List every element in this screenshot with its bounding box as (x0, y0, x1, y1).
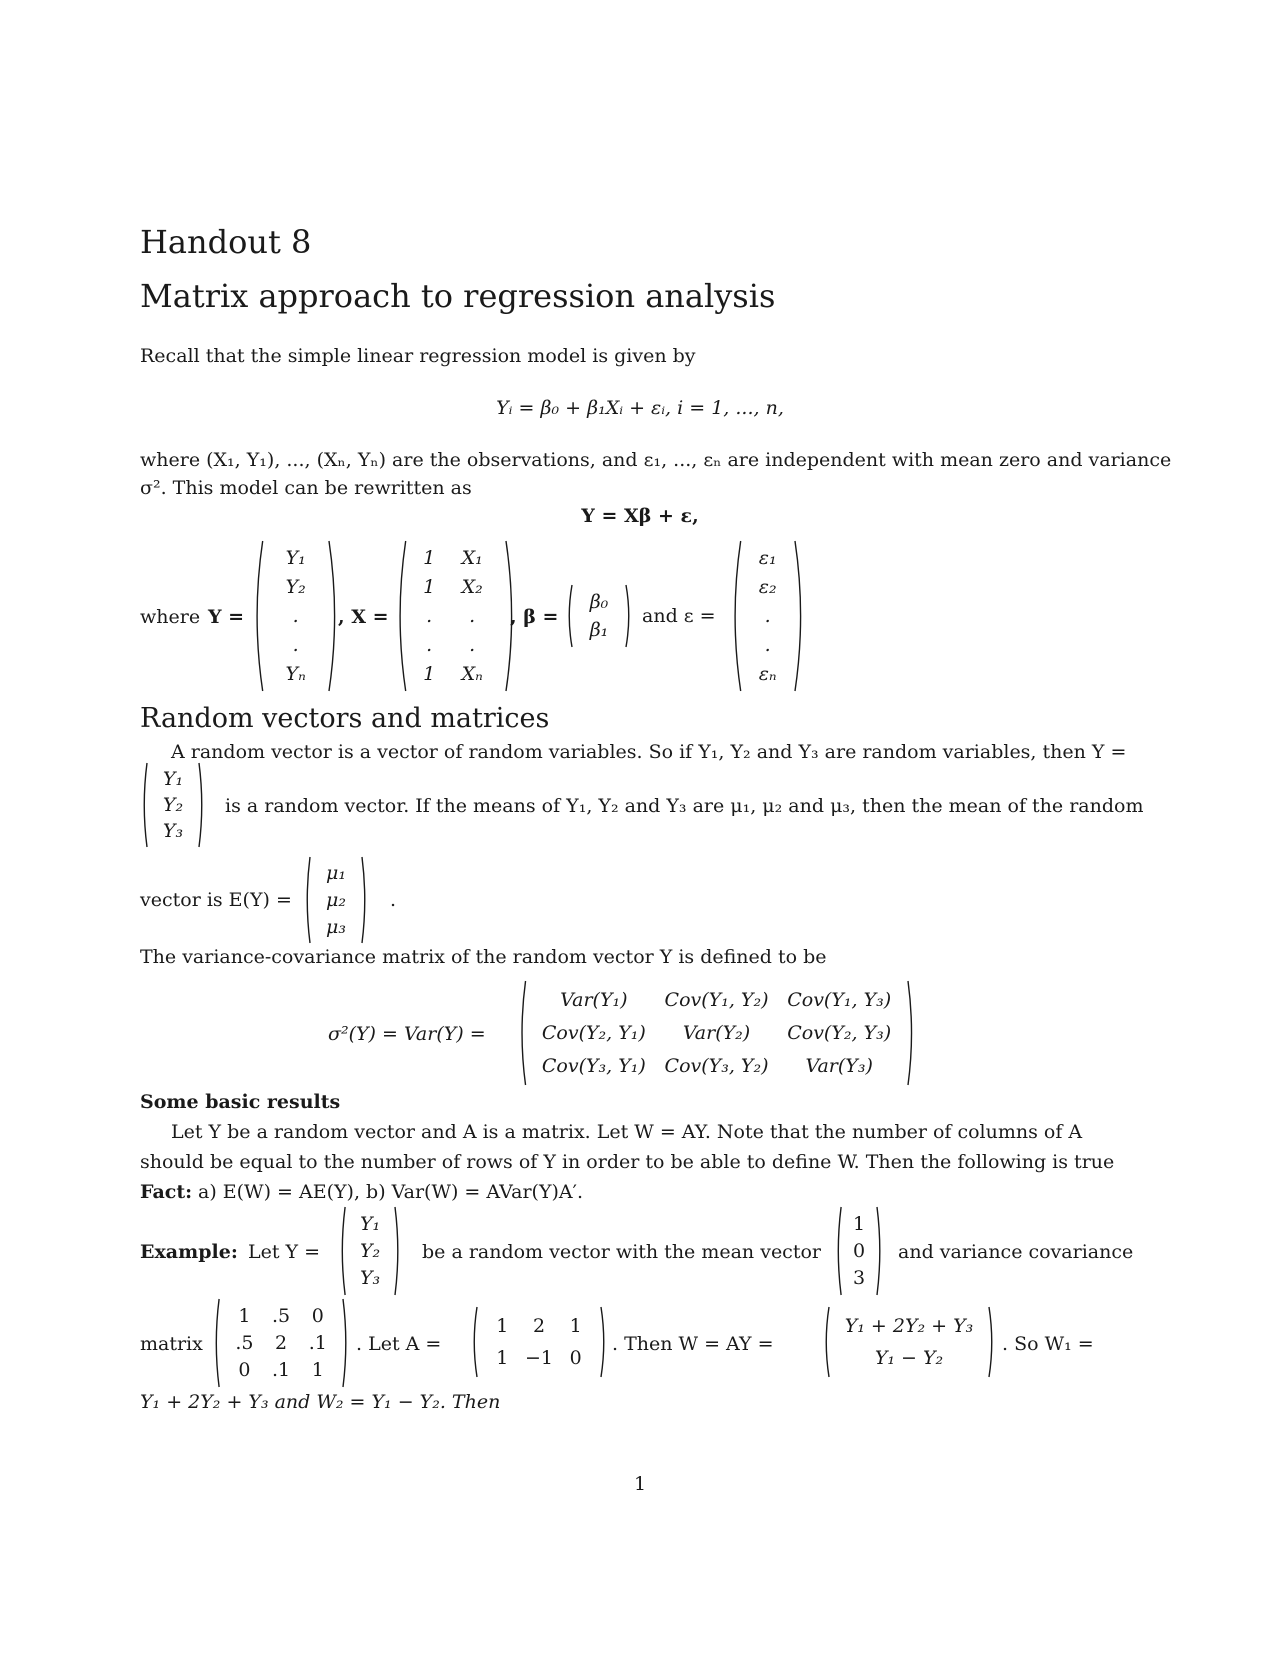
left-paren-icon (470, 1306, 478, 1378)
matrix-cell: Var(Y₂) (682, 1021, 751, 1044)
right-paren-icon (361, 856, 369, 944)
page-title: Matrix approach to regression analysis (140, 277, 776, 315)
then-W-label: . Then W = AY = (612, 1333, 774, 1355)
matrix-cell: μ₃ (326, 915, 346, 938)
matrix-cell: . (764, 604, 771, 627)
right-paren-icon (794, 540, 808, 692)
varcov-matrix (517, 980, 916, 1086)
matrix-cell: 1 (423, 547, 436, 570)
sigma-label: σ²(Y) = Var(Y) = (328, 1023, 486, 1045)
matrix-cell: .1 (308, 1331, 327, 1354)
matrix-cell: ε₂ (758, 576, 777, 599)
matrix-cell: 0 (238, 1359, 251, 1382)
matrix-cell: −1 (524, 1347, 553, 1369)
random-vector-line-1: A random vector is a vector of random variables. So if Y₁, Y₂ and Y₃ are random variables, then Y = (171, 741, 1127, 763)
matrix-cell: μ₂ (326, 888, 346, 911)
where-label: where (140, 606, 201, 628)
matrix-cell: .1 (272, 1359, 291, 1382)
section-heading-random-vectors: Random vectors and matrices (140, 703, 550, 734)
matrix-label: matrix (140, 1333, 203, 1355)
Y3-vector (140, 762, 206, 848)
Y-def-label: Y = (208, 606, 245, 628)
example-Y-vector (338, 1206, 402, 1296)
beta-def-label: , β = (510, 606, 559, 628)
matrix-cell: 1 (496, 1315, 509, 1337)
matrix-cell: 3 (853, 1267, 866, 1290)
matrix-cell: 1 (569, 1315, 582, 1337)
matrix-cell: . (764, 633, 771, 656)
handout-number: Handout 8 (140, 223, 312, 261)
matrix-cell: Y₃ (360, 1267, 381, 1290)
varcov-line: The variance-covariance matrix of the random vector Y is defined to be (140, 946, 827, 968)
matrix-cell: Var(Y₁) (560, 989, 628, 1012)
matrix-cell: Y₁ − Y₂ (874, 1347, 944, 1369)
basic-results-line-1: Let Y be a random vector and A is a matrix. Let W = AY. Note that the number of columns of A (171, 1121, 1083, 1143)
matrix-cell: . (292, 604, 299, 627)
matrix-cell: β₁ (589, 619, 609, 641)
left-paren-icon (140, 762, 148, 848)
left-paren-icon (565, 584, 573, 648)
matrix-cell: Cov(Y₃, Y₂) (664, 1054, 769, 1077)
cov-matrix (212, 1298, 350, 1388)
left-paren-icon (517, 980, 527, 1086)
left-paren-icon (393, 540, 407, 692)
matrix-cell: μ₁ (326, 862, 346, 885)
basic-results-line-2: should be equal to the number of rows of Y in order to be able to define W. Then the following is true (140, 1151, 1115, 1173)
so-W1-label: . So W₁ = (1002, 1333, 1094, 1355)
matrix-cell: . (426, 604, 433, 627)
matrix-cell: 2 (532, 1315, 546, 1337)
matrix-cell: εₙ (758, 662, 777, 685)
A-matrix (470, 1306, 608, 1378)
matrix-cell: Y₂ (360, 1239, 381, 1262)
fact-text: a) E(W) = AE(Y), b) Var(W) = AVar(Y)A′. (198, 1181, 584, 1203)
matrix-equation: Y = Xβ + ε, (581, 505, 699, 527)
right-paren-icon (600, 1306, 608, 1378)
matrix-cell: 1 (311, 1359, 324, 1382)
matrix-cell: Yₙ (285, 662, 306, 685)
mu-vector (303, 856, 369, 944)
matrix-cell: .5 (235, 1331, 254, 1354)
matrix-cell: β₀ (589, 591, 609, 613)
left-paren-icon (212, 1298, 220, 1388)
matrix-cell: 2 (275, 1331, 288, 1354)
matrix-cell: . (469, 633, 476, 656)
matrix-cell: 0 (311, 1304, 324, 1327)
matrix-cell: X₂ (461, 576, 483, 599)
matrix-cell: Cov(Y₂, Y₃) (787, 1021, 892, 1044)
matrix-cell: Cov(Y₂, Y₁) (541, 1021, 646, 1044)
matrix-cell: Y₃ (162, 820, 184, 842)
mean-vector (834, 1206, 884, 1296)
matrix-cell: 1 (423, 576, 436, 599)
left-paren-icon (728, 540, 742, 692)
right-paren-icon (876, 1206, 884, 1296)
W-vector (822, 1306, 996, 1378)
matrix-cell: 1 (496, 1347, 509, 1369)
matrix-cell: Y₂ (162, 794, 184, 816)
random-vector-line-2: is a random vector. If the means of Y₁, Y₂ and Y₃ are μ₁, μ₂ and μ₃, then the mean of the random (225, 795, 1144, 817)
matrix-cell: 0 (569, 1347, 582, 1369)
left-paren-icon (834, 1206, 842, 1296)
fact-label: Fact: (140, 1181, 193, 1203)
mean-end: . (390, 889, 397, 911)
matrix-cell: 1 (238, 1304, 251, 1327)
left-paren-icon (822, 1306, 830, 1378)
X-def-label: , X = (338, 606, 389, 628)
beta-vector (565, 584, 633, 648)
matrix-cell: Y₁ (285, 547, 306, 570)
right-paren-icon (625, 584, 633, 648)
section-heading-basic-results: Some basic results (140, 1091, 341, 1113)
matrix-cell: Cov(Y₃, Y₁) (541, 1054, 646, 1077)
last-line: Y₁ + 2Y₂ + Y₃ and W₂ = Y₁ − Y₂. Then (140, 1391, 501, 1413)
right-paren-icon (198, 762, 206, 848)
example-end: and variance covariance (898, 1241, 1134, 1263)
where-line-1: where (X₁, Y₁), ..., (Xₙ, Yₙ) are the observations, and ε₁, ..., εₙ are independent with mean zero and variance (140, 449, 1172, 471)
page-number: 1 (633, 1473, 647, 1495)
matrix-cell: X₁ (461, 547, 483, 570)
left-paren-icon (338, 1206, 346, 1296)
and-eps-label: and ε = (642, 605, 716, 627)
matrix-cell: 1 (853, 1212, 866, 1235)
matrix-cell: Cov(Y₁, Y₃) (787, 989, 892, 1012)
epsilon-vector (728, 540, 807, 692)
matrix-cell: . (426, 633, 433, 656)
where-line-2: σ². This model can be rewritten as (140, 477, 472, 499)
right-paren-icon (907, 980, 917, 1086)
matrix-cell: 0 (853, 1239, 866, 1262)
left-paren-icon (303, 856, 311, 944)
matrix-cell: .5 (272, 1304, 291, 1327)
example-label: Example: (140, 1241, 238, 1263)
matrix-cell: Cov(Y₁, Y₂) (664, 989, 769, 1012)
matrix-cell: Y₁ + 2Y₂ + Y₃ (844, 1315, 974, 1337)
right-paren-icon (394, 1206, 402, 1296)
matrix-cell: . (469, 604, 476, 627)
matrix-cell: Var(Y₃) (805, 1054, 873, 1077)
model-equation: Yᵢ = β₀ + β₁Xᵢ + εᵢ, i = 1, ..., n, (496, 397, 784, 419)
left-paren-icon (250, 540, 264, 692)
example-mid: be a random vector with the mean vector (422, 1241, 821, 1263)
matrix-cell: ε₁ (758, 547, 777, 570)
matrix-cell: Y₁ (162, 768, 184, 790)
matrix-cell: . (292, 633, 299, 656)
X-matrix (393, 540, 518, 692)
let-A-label: . Let A = (356, 1333, 442, 1355)
right-paren-icon (342, 1298, 350, 1388)
matrix-cell: Xₙ (461, 662, 483, 685)
mean-label: vector is E(Y) = (140, 889, 292, 911)
right-paren-icon (988, 1306, 996, 1378)
matrix-cell: Y₂ (285, 576, 306, 599)
Y-vector (250, 540, 341, 692)
matrix-cell: Y₁ (360, 1212, 381, 1235)
matrix-cell: 1 (423, 662, 436, 685)
recall-text: Recall that the simple linear regression model is given by (140, 345, 696, 367)
example-let: Let Y = (248, 1241, 321, 1263)
